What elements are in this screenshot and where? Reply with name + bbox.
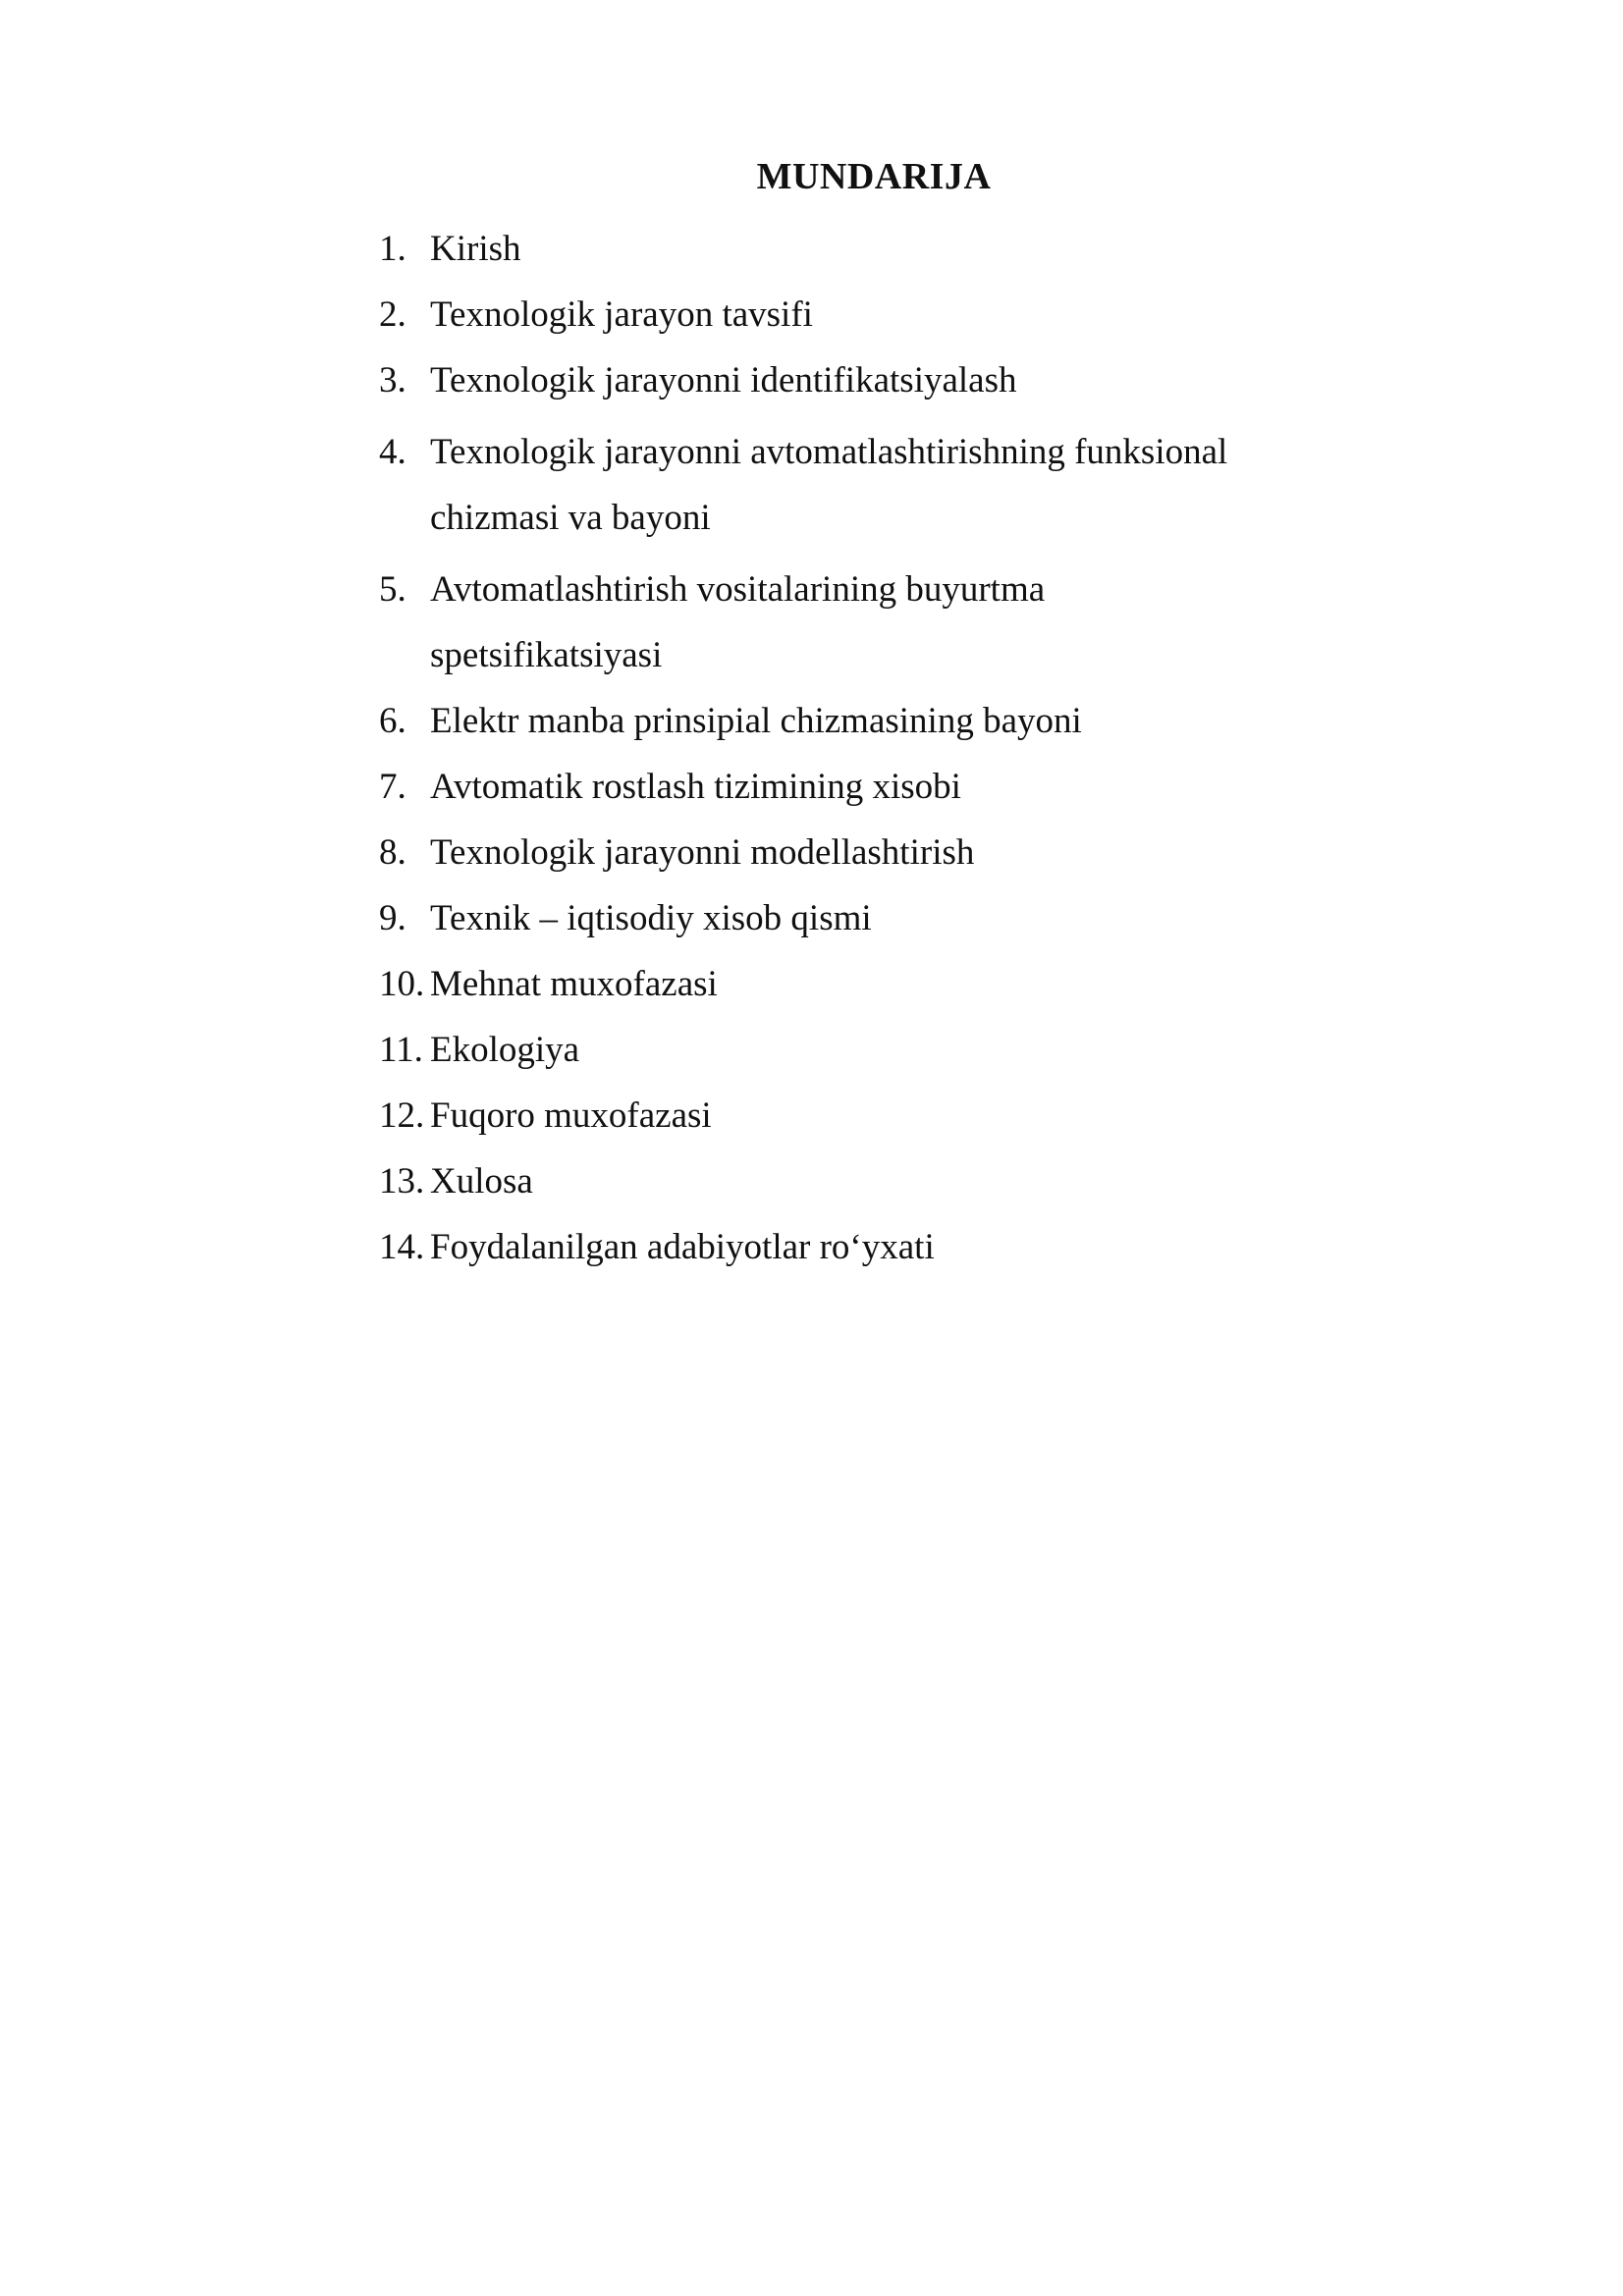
toc-item-number: 8. [379, 832, 406, 873]
toc-item-number: 5. [379, 569, 406, 610]
toc-item-number: 7. [379, 767, 406, 807]
toc-item [379, 688, 1322, 754]
toc-item-number: 6. [379, 701, 406, 741]
toc-item-number: 13. [379, 1161, 425, 1201]
toc-item [379, 820, 1322, 885]
toc-item [379, 951, 1322, 1017]
toc-item-text: Avtomatik rostlash tizimining xisobi [430, 767, 961, 807]
toc-item [379, 282, 1322, 347]
toc-item [379, 347, 1322, 413]
toc-item [379, 1214, 1322, 1280]
toc-item [379, 754, 1322, 820]
toc-item-text: Ekologiya [430, 1030, 580, 1070]
toc-item-number: 3. [379, 360, 406, 400]
toc-item-number: 4. [379, 432, 406, 472]
toc-item-number: 12. [379, 1095, 425, 1136]
toc-item [379, 1148, 1322, 1214]
toc-item [379, 1017, 1322, 1083]
toc-item-number: 10. [379, 964, 425, 1004]
toc-item-text: Fuqoro muxofazasi [430, 1095, 712, 1136]
toc-item-text: Texnologik jarayonni identifikatsiyalash [430, 360, 1017, 400]
toc-item-text: Xulosa [430, 1161, 533, 1201]
toc-item-number: 1. [379, 229, 406, 269]
toc-item [379, 419, 1322, 551]
toc-item-text: Mehnat muxofazasi [430, 964, 718, 1004]
table-of-contents [379, 216, 1322, 1280]
toc-item-text: Texnik – iqtisodiy xisob qismi [430, 898, 872, 938]
toc-item-number: 2. [379, 294, 406, 335]
toc-item-text: Avtomatlashtirish vositalarining buyurtma spetsifikatsiyasi [430, 569, 1046, 675]
toc-item-text: Kirish [430, 229, 521, 269]
toc-item [379, 216, 1322, 282]
toc-item-text: Texnologik jarayonni modellashtirish [430, 832, 975, 873]
toc-item-number: 9. [379, 898, 406, 938]
toc-item-text: Texnologik jarayon tavsifi [430, 294, 813, 335]
toc-item [379, 557, 1322, 688]
toc-item-text: Elektr manba prinsipial chizmasining bayoni [430, 701, 1082, 741]
toc-item-text: Foydalanilgan adabiyotlar ro‘yxati [430, 1227, 935, 1267]
toc-item [379, 1083, 1322, 1148]
page-title: MUNDARIJA [756, 156, 992, 197]
toc-item [379, 885, 1322, 951]
toc-item-number: 14. [379, 1227, 425, 1267]
toc-item-number: 11. [379, 1030, 423, 1070]
toc-item-text: Texnologik jarayonni avtomatlashtirishning funksional chizmasi va bayoni [430, 432, 1228, 538]
